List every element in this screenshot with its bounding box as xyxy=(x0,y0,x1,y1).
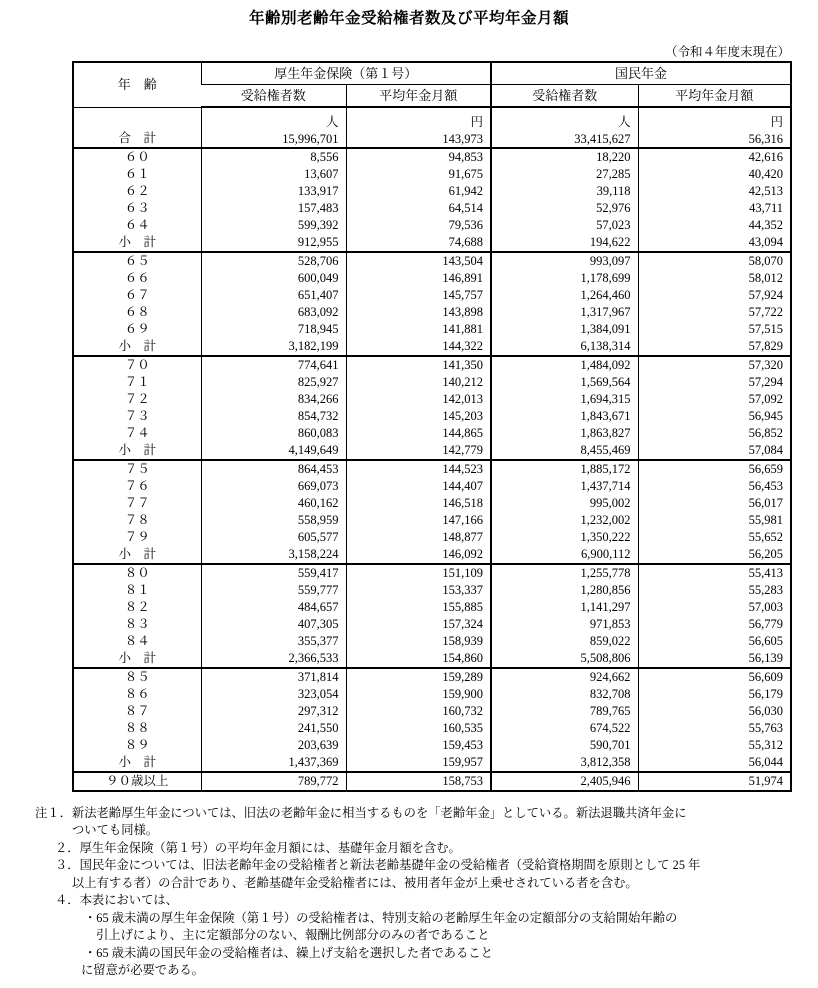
age-label: ６２ xyxy=(124,184,150,198)
table-row-age xyxy=(73,425,791,442)
table-row-age xyxy=(73,252,791,270)
value-cell: 407,305 xyxy=(201,616,346,633)
value-cell: 924,662 xyxy=(491,668,638,686)
table-row-age xyxy=(73,356,791,374)
age-label: ８９ xyxy=(124,738,150,752)
value-cell: 6,900,112 xyxy=(491,546,638,564)
value-cell: 789,772 xyxy=(201,772,346,791)
value-cell: 57,023 xyxy=(491,217,638,234)
value-cell: 995,002 xyxy=(491,495,638,512)
footnote-line: 引上げにより、主に定額部分のない、報酬比例部分のみの者であること xyxy=(96,928,490,942)
value-cell: 1,569,564 xyxy=(491,374,638,391)
value-cell: 8,455,469 xyxy=(491,442,638,460)
value-cell: 3,812,358 xyxy=(491,754,638,772)
value-cell: 1,484,092 xyxy=(491,356,638,374)
col-header-age: 年 齢 xyxy=(73,62,201,107)
table-row-age xyxy=(73,217,791,234)
value-cell: 203,639 xyxy=(201,737,346,754)
value-cell: 143,898 xyxy=(346,304,491,321)
footnote-line: ４．本表においては、 xyxy=(55,893,178,907)
table-row-age xyxy=(73,408,791,425)
value-cell: 160,732 xyxy=(346,703,491,720)
value-cell: 194,622 xyxy=(491,234,638,252)
value-cell: 140,212 xyxy=(346,374,491,391)
value-cell: 145,203 xyxy=(346,408,491,425)
table-row-age xyxy=(73,183,791,200)
value-cell: 144,322 xyxy=(346,338,491,356)
col-header-avg-monthly-kosei: 平均年金月額 xyxy=(346,85,491,108)
age-label: ８８ xyxy=(124,721,150,735)
table-body xyxy=(73,107,791,791)
value-cell: 674,522 xyxy=(491,720,638,737)
age-label: ８１ xyxy=(124,583,150,597)
value-cell: 2,366,533 xyxy=(201,650,346,668)
value-cell: 1,317,967 xyxy=(491,304,638,321)
header-row-groups xyxy=(73,62,791,85)
age-label: 小 計 xyxy=(73,442,201,460)
value-cell xyxy=(491,107,638,148)
value-cell: 1,384,091 xyxy=(491,321,638,338)
value-cell: 651,407 xyxy=(201,287,346,304)
value-cell xyxy=(201,107,346,148)
value-cell: 155,885 xyxy=(346,599,491,616)
table-row-subtotal xyxy=(73,442,791,460)
total-value: 56,316 xyxy=(748,131,784,146)
value-cell: 56,030 xyxy=(638,703,791,720)
value-cell: 993,097 xyxy=(491,252,638,270)
age-label: ８５ xyxy=(124,670,150,684)
table-row-total xyxy=(73,107,791,148)
value-cell: 57,320 xyxy=(638,356,791,374)
value-cell: 145,757 xyxy=(346,287,491,304)
value-cell: 859,022 xyxy=(491,633,638,650)
value-cell: 1,178,699 xyxy=(491,270,638,287)
value-cell: 56,945 xyxy=(638,408,791,425)
age-label: 小 計 xyxy=(73,338,201,356)
value-cell: 42,616 xyxy=(638,148,791,166)
value-cell: 774,641 xyxy=(201,356,346,374)
value-cell: 56,139 xyxy=(638,650,791,668)
age-label: ７４ xyxy=(124,426,150,440)
value-cell: 159,453 xyxy=(346,737,491,754)
age-label: ８２ xyxy=(124,600,150,614)
table-row-age xyxy=(73,616,791,633)
footnote-line: ついても同様。 xyxy=(72,823,159,837)
value-cell: 154,860 xyxy=(346,650,491,668)
value-cell: 13,607 xyxy=(201,166,346,183)
total-value: 33,415,627 xyxy=(574,131,631,146)
col-header-beneficiaries-kokumin: 受給権者数 xyxy=(491,85,638,108)
value-cell: 61,942 xyxy=(346,183,491,200)
table-row-age xyxy=(73,478,791,495)
age-label: ８０ xyxy=(124,566,150,580)
value-cell: 157,483 xyxy=(201,200,346,217)
value-cell: 559,417 xyxy=(201,564,346,582)
value-cell: 55,283 xyxy=(638,582,791,599)
age-label: 小 計 xyxy=(73,754,201,772)
table-row-age xyxy=(73,200,791,217)
total-value: 143,973 xyxy=(442,131,484,146)
table-row-age xyxy=(73,304,791,321)
value-cell: 4,149,649 xyxy=(201,442,346,460)
value-cell: 6,138,314 xyxy=(491,338,638,356)
value-cell: 18,220 xyxy=(491,148,638,166)
table-row-age xyxy=(73,374,791,391)
value-cell: 141,350 xyxy=(346,356,491,374)
value-cell: 1,255,778 xyxy=(491,564,638,582)
table-row-age xyxy=(73,391,791,408)
page-title: 年齢別老齢年金受給権者数及び平均年金月額 xyxy=(248,10,569,27)
age-label: ７２ xyxy=(124,392,150,406)
age-label: ８６ xyxy=(124,687,150,701)
age-label: 小 計 xyxy=(73,650,201,668)
footnote-line: ・65 歳未満の国民年金の受給権者は、繰上げ支給を選択した者であること xyxy=(84,945,493,960)
value-cell: 56,609 xyxy=(638,668,791,686)
value-cell: 55,652 xyxy=(638,529,791,546)
value-cell: 58,012 xyxy=(638,270,791,287)
age-label: ６１ xyxy=(124,167,150,181)
age-label: 小 計 xyxy=(73,234,201,252)
value-cell: 148,877 xyxy=(346,529,491,546)
age-label: ６４ xyxy=(124,218,150,232)
footnote-line: ・65 歳未満の厚生年金保険（第１号）の受給権者は、特別支給の老齢厚生年金の定額部分の支給開始年齢の xyxy=(84,910,678,925)
value-cell: 57,924 xyxy=(638,287,791,304)
value-cell xyxy=(638,107,791,148)
table-row-age xyxy=(73,582,791,599)
value-cell: 57,829 xyxy=(638,338,791,356)
value-cell: 51,974 xyxy=(638,772,791,791)
table-row-age xyxy=(73,737,791,754)
value-cell: 241,550 xyxy=(201,720,346,737)
age-label: ６７ xyxy=(124,288,150,302)
value-cell: 1,280,856 xyxy=(491,582,638,599)
value-cell: 56,017 xyxy=(638,495,791,512)
table-row-age xyxy=(73,633,791,650)
value-cell: 1,863,827 xyxy=(491,425,638,442)
value-cell: 56,605 xyxy=(638,633,791,650)
value-cell: 142,779 xyxy=(346,442,491,460)
value-cell: 55,413 xyxy=(638,564,791,582)
age-label: ８３ xyxy=(124,617,150,631)
age-label: ７３ xyxy=(124,409,150,423)
value-cell: 55,981 xyxy=(638,512,791,529)
value-cell: 371,814 xyxy=(201,668,346,686)
unit-label: 人 xyxy=(325,114,339,129)
value-cell: 832,708 xyxy=(491,686,638,703)
table-row-subtotal xyxy=(73,234,791,252)
age-label: ６３ xyxy=(124,201,150,215)
footnote-line: ２．厚生年金保険（第１号）の平均年金月額には、基礎年金月額を含む。 xyxy=(55,840,461,855)
age-label: ７６ xyxy=(124,479,150,493)
age-label: 小 計 xyxy=(73,546,201,564)
value-cell: 484,657 xyxy=(201,599,346,616)
value-cell: 56,205 xyxy=(638,546,791,564)
table-row-age xyxy=(73,287,791,304)
age-label: ６６ xyxy=(124,271,150,285)
value-cell: 683,092 xyxy=(201,304,346,321)
value-cell: 56,779 xyxy=(638,616,791,633)
value-cell: 52,976 xyxy=(491,200,638,217)
value-cell: 599,392 xyxy=(201,217,346,234)
value-cell: 57,003 xyxy=(638,599,791,616)
table-row-subtotal xyxy=(73,754,791,772)
age-label: ７０ xyxy=(124,358,150,372)
value-cell: 1,264,460 xyxy=(491,287,638,304)
age-label: ６５ xyxy=(124,254,150,268)
value-cell: 74,688 xyxy=(346,234,491,252)
unit-label: 人 xyxy=(618,114,631,129)
value-cell: 57,084 xyxy=(638,442,791,460)
value-cell: 146,092 xyxy=(346,546,491,564)
value-cell: 43,711 xyxy=(638,200,791,217)
value-cell: 2,405,946 xyxy=(491,772,638,791)
value-cell: 3,158,224 xyxy=(201,546,346,564)
value-cell: 912,955 xyxy=(201,234,346,252)
col-header-kosei-nenkin: 厚生年金保険（第１号） xyxy=(201,62,491,85)
value-cell: 57,722 xyxy=(638,304,791,321)
unit-label: 円 xyxy=(770,114,784,129)
value-cell: 825,927 xyxy=(201,374,346,391)
table-row-age xyxy=(73,321,791,338)
value-cell: 57,092 xyxy=(638,391,791,408)
age-label: ９０歳以上 xyxy=(105,774,169,788)
value-cell: 143,504 xyxy=(346,252,491,270)
value-cell: 528,706 xyxy=(201,252,346,270)
value-cell: 559,777 xyxy=(201,582,346,599)
value-cell: 1,843,671 xyxy=(491,408,638,425)
value-cell: 158,753 xyxy=(346,772,491,791)
age-label: ６９ xyxy=(124,322,150,336)
footnote-line: ３．国民年金については、旧法老齢年金の受給権者と新法老齢基礎年金の受給権者（受給資格期間を原則として 25 年 xyxy=(55,858,701,872)
table-row-age xyxy=(73,703,791,720)
value-cell: 158,939 xyxy=(346,633,491,650)
table-row-age xyxy=(73,529,791,546)
value-cell: 860,083 xyxy=(201,425,346,442)
value-cell: 1,885,172 xyxy=(491,460,638,478)
value-cell: 94,853 xyxy=(346,148,491,166)
age-label: ８７ xyxy=(124,704,150,718)
age-label: ７８ xyxy=(124,513,150,527)
value-cell: 1,350,222 xyxy=(491,529,638,546)
value-cell: 144,865 xyxy=(346,425,491,442)
value-cell: 56,453 xyxy=(638,478,791,495)
value-cell xyxy=(346,107,491,148)
age-label: ６８ xyxy=(124,305,150,319)
table-header xyxy=(73,62,791,107)
age-label: ７１ xyxy=(124,375,150,389)
value-cell: 43,094 xyxy=(638,234,791,252)
value-cell: 1,437,369 xyxy=(201,754,346,772)
value-cell: 57,294 xyxy=(638,374,791,391)
table-row-age xyxy=(73,564,791,582)
col-header-beneficiaries-kosei: 受給権者数 xyxy=(201,85,346,108)
value-cell: 1,437,714 xyxy=(491,478,638,495)
table-row-age xyxy=(73,512,791,529)
value-cell: 669,073 xyxy=(201,478,346,495)
table-row-subtotal xyxy=(73,546,791,564)
footnote-line: 注１．新法老齢厚生年金については、旧法の老齢年金に相当するものを「老齢年金」としている。新法退職共済年金に xyxy=(35,805,687,820)
value-cell: 1,232,002 xyxy=(491,512,638,529)
value-cell: 1,694,315 xyxy=(491,391,638,408)
table-row-age xyxy=(73,495,791,512)
value-cell: 64,514 xyxy=(346,200,491,217)
age-label: ７９ xyxy=(124,530,150,544)
unit-label: 円 xyxy=(470,114,484,129)
age-label: ８４ xyxy=(124,634,150,648)
value-cell: 3,182,199 xyxy=(201,338,346,356)
value-cell: 146,518 xyxy=(346,495,491,512)
table-row-age xyxy=(73,599,791,616)
value-cell: 355,377 xyxy=(201,633,346,650)
value-cell: 600,049 xyxy=(201,270,346,287)
value-cell: 8,556 xyxy=(201,148,346,166)
value-cell: 56,852 xyxy=(638,425,791,442)
footnote-line: に留意が必要である。 xyxy=(81,963,204,977)
value-cell: 558,959 xyxy=(201,512,346,529)
value-cell: 864,453 xyxy=(201,460,346,478)
table-row-age xyxy=(73,148,791,166)
table-row-age xyxy=(73,460,791,478)
value-cell: 1,141,297 xyxy=(491,599,638,616)
age-label: 合 計 xyxy=(73,107,201,148)
table-row-age xyxy=(73,270,791,287)
value-cell: 460,162 xyxy=(201,495,346,512)
value-cell: 58,070 xyxy=(638,252,791,270)
value-cell: 91,675 xyxy=(346,166,491,183)
table-row-grand xyxy=(73,772,791,791)
pension-table xyxy=(72,61,792,792)
table-row-age xyxy=(73,668,791,686)
table-row-age xyxy=(73,720,791,737)
value-cell: 144,407 xyxy=(346,478,491,495)
value-cell: 297,312 xyxy=(201,703,346,720)
footnotes xyxy=(0,805,818,980)
value-cell: 57,515 xyxy=(638,321,791,338)
value-cell: 718,945 xyxy=(201,321,346,338)
value-cell: 142,013 xyxy=(346,391,491,408)
value-cell: 56,659 xyxy=(638,460,791,478)
value-cell: 854,732 xyxy=(201,408,346,425)
table-row-age xyxy=(73,166,791,183)
value-cell: 39,118 xyxy=(491,183,638,200)
table-row-subtotal xyxy=(73,650,791,668)
age-label: ７５ xyxy=(124,462,150,476)
value-cell: 159,289 xyxy=(346,668,491,686)
value-cell: 834,266 xyxy=(201,391,346,408)
age-label: ７７ xyxy=(124,496,150,510)
value-cell: 144,523 xyxy=(346,460,491,478)
value-cell: 5,508,806 xyxy=(491,650,638,668)
value-cell: 42,513 xyxy=(638,183,791,200)
value-cell: 27,285 xyxy=(491,166,638,183)
value-cell: 133,917 xyxy=(201,183,346,200)
value-cell: 971,853 xyxy=(491,616,638,633)
col-header-avg-monthly-kokumin: 平均年金月額 xyxy=(638,85,791,108)
value-cell: 55,763 xyxy=(638,720,791,737)
value-cell: 55,312 xyxy=(638,737,791,754)
table-row-subtotal xyxy=(73,338,791,356)
value-cell: 44,352 xyxy=(638,217,791,234)
value-cell: 147,166 xyxy=(346,512,491,529)
value-cell: 56,179 xyxy=(638,686,791,703)
date-note: （令和４年度末現在） xyxy=(664,45,790,59)
total-value: 15,996,701 xyxy=(282,131,339,146)
value-cell: 590,701 xyxy=(491,737,638,754)
value-cell: 79,536 xyxy=(346,217,491,234)
value-cell: 323,054 xyxy=(201,686,346,703)
value-cell: 56,044 xyxy=(638,754,791,772)
value-cell: 157,324 xyxy=(346,616,491,633)
value-cell: 160,535 xyxy=(346,720,491,737)
value-cell: 151,109 xyxy=(346,564,491,582)
value-cell: 40,420 xyxy=(638,166,791,183)
value-cell: 159,957 xyxy=(346,754,491,772)
value-cell: 159,900 xyxy=(346,686,491,703)
value-cell: 605,577 xyxy=(201,529,346,546)
value-cell: 153,337 xyxy=(346,582,491,599)
table-row-age xyxy=(73,686,791,703)
col-header-kokumin-nenkin: 国民年金 xyxy=(491,62,791,85)
value-cell: 141,881 xyxy=(346,321,491,338)
age-label: ６０ xyxy=(124,150,150,164)
value-cell: 789,765 xyxy=(491,703,638,720)
footnote-line: 以上有する者）の合計であり、老齢基礎年金受給権者には、被用者年金が上乗せされている者を含む。 xyxy=(72,875,638,890)
value-cell: 146,891 xyxy=(346,270,491,287)
